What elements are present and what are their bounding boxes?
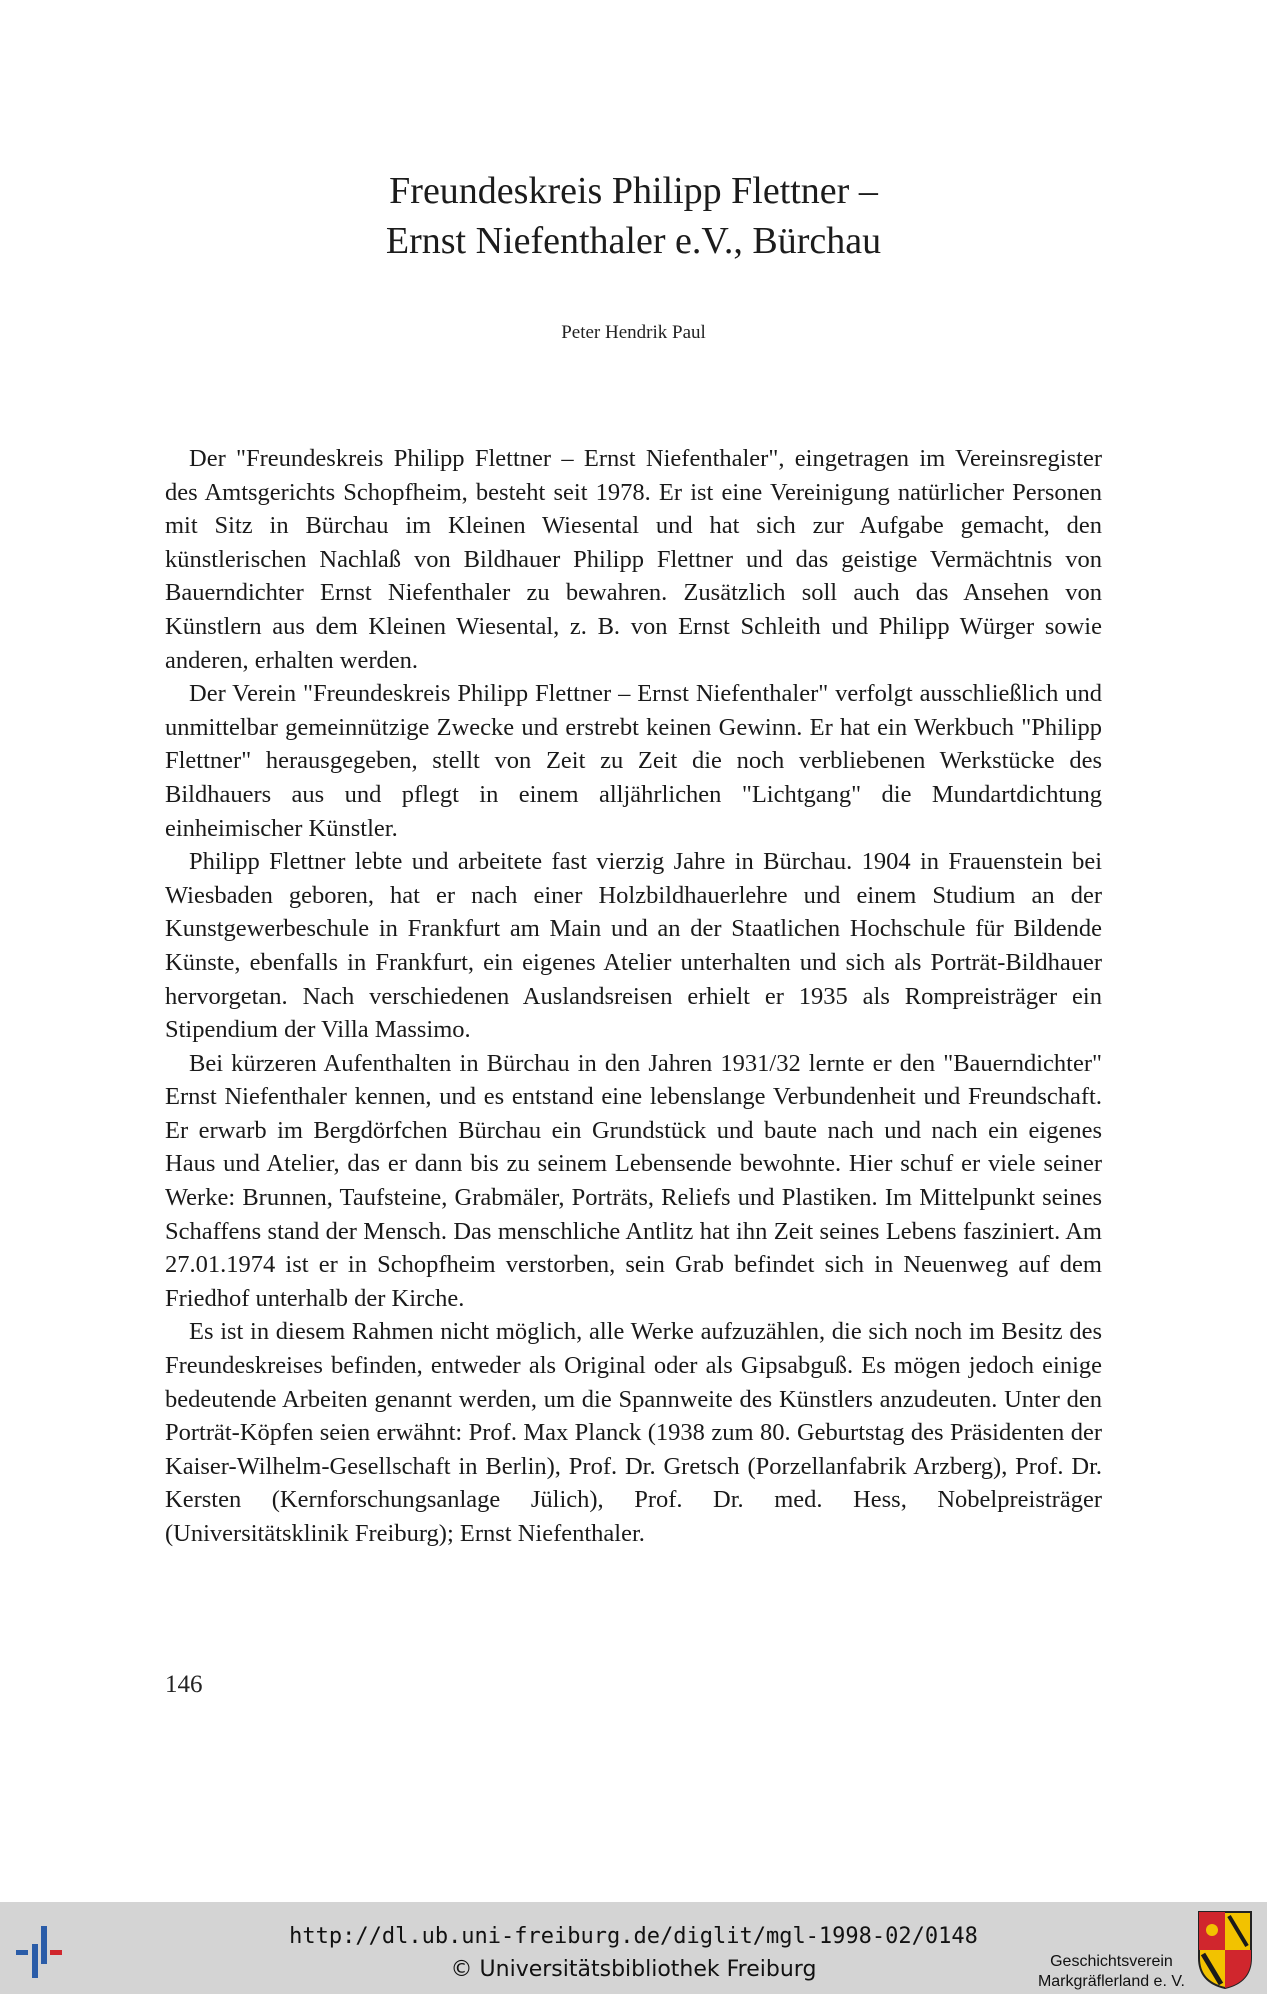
article-title	[0, 166, 1267, 266]
paragraph-2: Der Verein "Freundeskreis Philipp Flettner – Ernst Niefenthaler" verfolgt ausschließlich und unmittelbar gemeinnützige Zwecke und erstrebt keinen Gewinn. Er hat ein Werkbuch "Philipp Flettner" herausgegeben, stellt von Zeit zu Zeit die noch verbliebenen Werkstücke des Bildhauers aus und pflegt in einem alljährlichen "Lichtgang" die Mundartdichtung einheimischer Künstler.	[165, 680, 1102, 842]
footer-url-link[interactable]: http://dl.ub.uni-freiburg.de/diglit/mgl-1998-02/0148	[289, 1924, 978, 1949]
footer-bar	[0, 1902, 1267, 1994]
author-name: Peter Hendrik Paul	[561, 322, 706, 343]
paragraph-5: Es ist in diesem Rahmen nicht möglich, alle Werke aufzuzählen, die sich noch im Besitz des Freundeskreises befinden, entweder als Original oder als Gipsabguß. Es mögen jedoch einige bedeutende Arbeiten genannt werden, um die Spannweite des Künstlers anzudeuten. Unter den Porträt-Köpfen seien erwähnt: Prof. Max Planck (1938 zum 80. Geburtstag des Präsidenten der Kaiser-Wilhelm-Gesellschaft in Berlin), Prof. Dr. Gretsch (Porzellanfabrik Arzberg), Prof. Dr. Kersten (Kernforschungsanlage Jülich), Prof. Dr. med. Hess, Nobelpreisträger (Universitätsklinik Freiburg); Ernst Niefenthaler.	[165, 1318, 1102, 1547]
society-name	[1038, 1952, 1185, 1992]
article-body	[165, 442, 1102, 1551]
society-line-2: Markgräflerland e. V.	[1037, 1973, 1185, 1990]
society-line-1: Geschichtsverein	[1050, 1953, 1173, 1970]
title-line-2: Ernst Niefenthaler e.V., Bürchau	[385, 220, 882, 262]
title-line-1: Freundeskreis Philipp Flettner –	[389, 170, 878, 212]
paragraph-3: Philipp Flettner lebte und arbeitete fast vierzig Jahre in Bürchau. 1904 in Frauenstein bei Wiesbaden geboren, hat er nach einer Holzbildhauerlehre und einem Studium an der Kunstgewerbeschule in Frankfurt am Main und an der Staatlichen Hochschule für Bildende Künste, ebenfalls in Frankfurt, ein eigenes Atelier unterhalten und sich als Porträt-Bildhauer hervorgetan. Nach verschiedenen Auslandsreisen erhielt er 1935 als Rompreisträger ein Stipendium der Villa Massimo.	[165, 848, 1102, 1044]
coat-of-arms-icon	[1197, 1910, 1253, 1990]
footer-copyright: © Universitätsbibliothek Freiburg	[450, 1957, 817, 1982]
paragraph-4: Bei kürzeren Aufenthalten in Bürchau in den Jahren 1931/32 lernte er den "Bauerndichter" Ernst Niefenthaler kennen, und es entstand eine lebenslange Verbundenheit und Freundschaft. Er erwarb im Bergdörfchen Bürchau ein Grundstück und baute nach und nach ein eigenes Haus und Atelier, das er dann bis zu seinem Lebensende bewohnte. Hier schuf er viele seiner Werke: Brunnen, Taufsteine, Grabmäler, Porträts, Reliefs und Plastiken. Im Mittelpunkt seines Schaffens stand der Mensch. Das menschliche Antlitz hat ihn Zeit seines Lebens fasziniert. Am 27.01.1974 ist er in Schopfheim verstorben, sein Grab befindet sich in Neuenweg auf dem Friedhof unterhalb der Kirche.	[165, 1049, 1102, 1312]
paragraph-1: Der "Freundeskreis Philipp Flettner – Ernst Niefenthaler", eingetragen im Vereinsregister des Amtsgerichts Schopfheim, besteht seit 1978. Er ist eine Vereinigung natürlicher Personen mit Sitz in Bürchau im Kleinen Wiesental und hat sich zur Aufgabe gemacht, den künstlerischen Nachlaß von Bildhauer Philipp Flettner und das geistige Vermächtnis von Bauerndichter Ernst Niefenthaler zu bewahren. Zusätzlich soll auch das Ansehen von Künstlern aus dem Kleinen Wiesental, z. B. von Ernst Schleith und Philipp Würger sowie anderen, erhalten werden.	[165, 445, 1102, 674]
page-number: 146	[165, 1671, 203, 1698]
